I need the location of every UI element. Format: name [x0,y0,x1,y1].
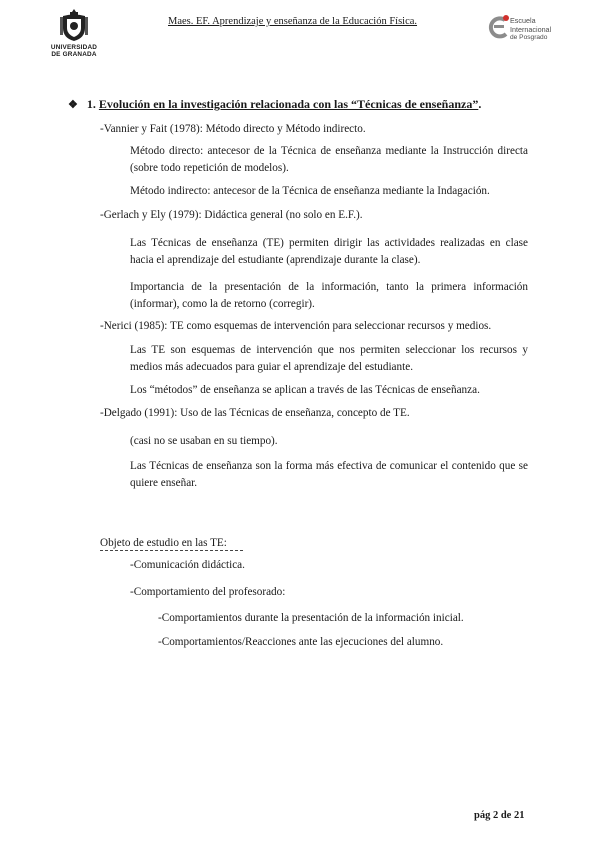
entry-paragraph: (casi no se usaban en su tiempo). [130,435,278,447]
entry-heading-vannier: -Vannier y Fait (1978): Método directo y Método indirecto. [100,123,366,135]
dashed-divider [100,550,243,551]
entry-paragraph: Método indirecto: antecesor de la Técnica de enseñanza mediante la Indagación. [130,185,490,197]
entry-heading-delgado: -Delgado (1991): Uso de las Técnicas de enseñanza, concepto de TE. [100,407,410,419]
entry-heading-nerici: -Nerici (1985): TE como esquemas de intervención para seleccionar recursos y medios. [100,320,492,332]
objeto-title: Objeto de estudio en las TE: [100,537,227,549]
objeto-item: -Comportamiento del profesorado: [130,586,286,598]
eip-name-line3: de Posgrado [510,34,548,41]
entry-paragraph: Los “métodos” de enseñanza se aplican a través de las Técnicas de enseñanza. [130,384,480,396]
entry-paragraph: Importancia de la presentación de la información, tanto la primera información (informar), como la de retorno (corregir). [130,281,528,310]
university-name-line1: UNIVERSIDAD [50,44,98,51]
eip-name-line2: Internacional [510,24,552,34]
page-header [0,0,600,80]
university-name-line2: DE GRANADA [51,51,97,58]
diamond-bullet-icon: ❖ [68,99,78,111]
eip-logo [488,12,578,58]
entry-paragraph: Método directo: antecesor de la Técnica de enseñanza mediante la Instrucción directa (sobre todo repetición de modelos). [130,145,528,174]
entry-paragraph: Las TE son esquemas de intervención que nos permiten seleccionar los recursos y medios más adecuados para guiar el aprendizaje del estudiante. [130,344,528,373]
entry-paragraph: Las Técnicas de enseñanza (TE) permiten dirigir las actividades realizadas en clase hacia el aprendizaje del estudiante (aprendizaje durante la clase). [130,237,528,266]
section-title-end: . [478,97,482,111]
section-heading [68,97,481,112]
objeto-subitem: -Comportamientos durante la presentación de la información inicial. [158,612,464,624]
entry-paragraph: Las Técnicas de enseñanza son la forma más efectiva de comunicar el contenido que se quiere enseñar. [130,460,528,489]
header-title: Maes. EF. Aprendizaje y enseñanza de la Educación Física. [168,16,418,27]
eip-name-line1: Escuela [510,16,536,25]
section-number: 1. [86,97,96,111]
entry-heading-gerlach: -Gerlach y Ely (1979): Didáctica general (no solo en E.F.). [100,209,363,221]
objeto-subitem: -Comportamientos/Reacciones ante las ejecuciones del alumno. [158,636,444,648]
section-title: Evolución en la investigación relacionada con las “Técnicas de enseñanza” [98,97,479,111]
objeto-item: -Comunicación didáctica. [130,559,245,571]
university-logo [46,8,102,58]
eip-mark-icon [488,14,510,44]
university-crest-icon [59,8,89,42]
page-number: pág 2 de 21 [474,810,525,821]
